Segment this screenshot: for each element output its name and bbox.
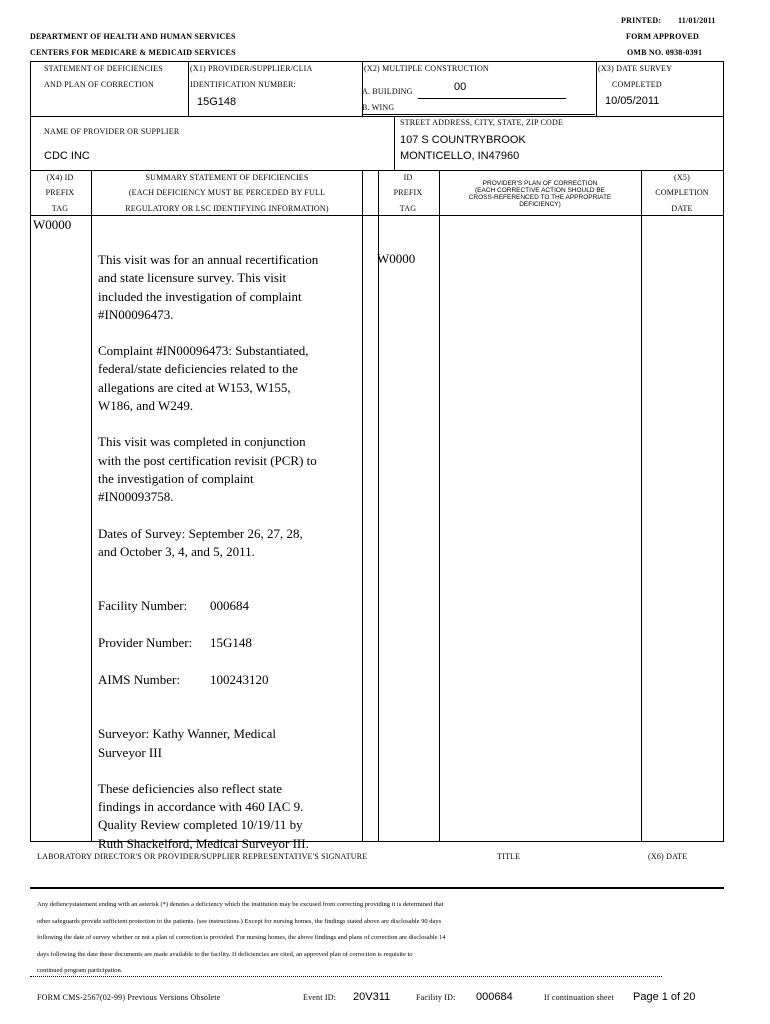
col-line-id — [439, 170, 440, 842]
divider-address — [394, 116, 395, 170]
x4-header-1: (X4) ID — [46, 173, 74, 182]
x3-label-2: COMPLETED — [612, 80, 662, 89]
paragraph-intro: This visit was for an annual recertification and state licensure survey. This visit included the investigation of complaint #IN00096473. — [98, 252, 319, 322]
page-number: Page 1 of 20 — [633, 991, 696, 1003]
footnote-line-2: other safeguards provide sufficient protection to the patients. (see instructions.) Except for nursing homes, the findings stated above are disclosable 90 days — [37, 917, 442, 925]
rule-columns-bottom — [30, 215, 724, 216]
facility-row-label: Provider Number: — [98, 635, 193, 651]
paragraph-conjunction: This visit was completed in conjunction with the post certification revisit (PCR) to the investigation of complaint #IN00093758. — [98, 434, 317, 505]
rule-columns-top — [30, 170, 724, 171]
rule-footnote-bottom — [30, 976, 662, 977]
prefix-tag: W0000 — [33, 217, 72, 232]
x2-label: (X2) MULTIPLE CONSTRUCTION — [364, 64, 489, 73]
omb-number: OMB NO. 0938-0391 — [627, 48, 703, 57]
x4-header-3: TAG — [51, 204, 69, 213]
rule-wing — [362, 114, 595, 115]
id-header-1: ID — [403, 173, 413, 182]
summary-header-3: REGULATORY OR LSC IDENTIFYING INFORMATION) — [125, 204, 329, 213]
wing-label: B. WING — [362, 103, 395, 112]
col-line-plan — [641, 170, 642, 842]
provider-name-label: NAME OF PROVIDER OR SUPPLIER — [44, 127, 180, 136]
printed-label: PRINTED: — [621, 16, 662, 25]
signature-label: LABORATORY DIRECTOR'S OR PROVIDER/SUPPLIER REPRESENTATIVE'S SIGNATURE — [37, 852, 368, 861]
rule-signature-bottom — [30, 887, 724, 889]
address-line-2: MONTICELLO, IN47960 — [400, 150, 520, 162]
x1-label-1: (X1) PROVIDER/SUPPLIER/CLIA — [190, 64, 313, 73]
footnote-line-5: continued program participation. — [37, 967, 123, 974]
divider-x3 — [596, 61, 597, 116]
x1-label-2: IDENTIFICATION NUMBER: — [190, 80, 296, 89]
facility-row-label: Facility Number: — [98, 598, 188, 614]
building-value: 00 — [454, 81, 467, 93]
facility-row-label: AIMS Number: — [98, 671, 180, 687]
statement-label-1: STATEMENT OF DEFICIENCIES — [44, 64, 163, 73]
plan-header — [440, 180, 640, 208]
summary-text — [98, 251, 343, 871]
paragraph-state-findings: These deficiencies also reflect state findings in accordance with 460 IAC 9. Quality Review completed 10/19/11 by Ruth Shackelford, Medical Surveyor III. — [98, 780, 309, 851]
x6-date-label: (X6) DATE — [648, 852, 688, 861]
right-prefix-tag: W0000 — [377, 251, 416, 266]
facility-id-value: 000684 — [476, 991, 513, 1003]
footnote-line-1: Any defiencystatement ending with an asterisk (*) denotes a deficiency which the institution may be excused from correcting providing it is determined that — [37, 901, 444, 908]
provider-name-value: CDC INC — [44, 150, 90, 162]
title-label: TITLE — [497, 852, 521, 861]
rule-provider-top — [30, 116, 724, 117]
facility-row — [98, 634, 343, 652]
footnote-line-3: following the date of survey whether or not a plan of correction is provided. For nursing homes, the above findings and plans of correction are disclosable 14 — [37, 934, 446, 941]
x5-header-2: COMPLETION — [655, 188, 709, 197]
col-line-left — [30, 170, 31, 842]
address-line-1: 107 S COUNTRYBROOK — [400, 134, 526, 146]
paragraph-dates: Dates of Survey: September 26, 27, 28, and October 3, 4, and 5, 2011. — [98, 525, 303, 559]
id-header-3: TAG — [399, 204, 417, 213]
id-header-2: PREFIX — [393, 188, 423, 197]
x4-header-2: PREFIX — [45, 188, 75, 197]
col-line-right — [723, 170, 724, 842]
x5-header-1: (X5) — [674, 173, 690, 182]
footnote — [37, 897, 717, 980]
divider-x1 — [188, 61, 189, 116]
facility-block — [98, 579, 343, 707]
plan-header-3: CROSS-REFERENCED TO THE APPROPRIATE — [468, 194, 612, 201]
event-id-label: Event ID: — [303, 993, 337, 1002]
plan-header-4: DEFICIENCY) — [519, 201, 561, 208]
col-line-gap — [378, 170, 379, 842]
col-line-summary — [362, 170, 363, 842]
facility-row — [98, 597, 343, 615]
agency-line-2: CENTERS FOR MEDICARE & MEDICAID SERVICES — [30, 48, 236, 57]
rule-top — [30, 61, 724, 62]
facility-row-value: 000684 — [210, 598, 249, 614]
footnote-line-4: days following the date these documents are made available to the facility. If deficiencies are cited, an approved plan of correction is requisite to — [37, 950, 413, 958]
x5-header-3: DATE — [671, 204, 693, 213]
facility-row-value: 100243120 — [210, 671, 269, 687]
facility-row — [98, 671, 343, 689]
statement-label-2: AND PLAN OF CORRECTION — [44, 80, 154, 89]
agency-line-1: DEPARTMENT OF HEALTH AND HUMAN SERVICES — [30, 32, 236, 41]
summary-header-1: SUMMARY STATEMENT OF DEFICIENCIES — [145, 173, 309, 182]
event-id-value: 20V311 — [353, 991, 391, 1003]
form-approved: FORM APPROVED — [626, 32, 700, 41]
continuation-label: If continuation sheet — [544, 993, 614, 1002]
paragraph-surveyor: Surveyor: Kathy Wanner, Medical Surveyor III — [98, 726, 276, 760]
plan-header-1: PROVIDER'S PLAN OF CORRECTION — [482, 180, 598, 187]
plan-header-2: (EACH CORRECTIVE ACTION SHOULD BE — [474, 187, 606, 194]
building-underline — [418, 98, 566, 99]
paragraph-complaint: Complaint #IN00096473: Substantiated, federal/state deficiencies related to the allegations are cited at W153, W155, W186, and W249. — [98, 343, 309, 414]
printed-date: 11/01/2011 — [678, 16, 716, 25]
provider-id-value: 15G148 — [197, 96, 237, 108]
col-line-prefix — [91, 170, 92, 842]
survey-date-value: 10/05/2011 — [605, 95, 660, 107]
address-label: STREET ADDRESS, CITY, STATE, ZIP CODE — [400, 118, 564, 127]
facility-id-label: Facility ID: — [416, 993, 456, 1002]
building-label: A. BUILDING — [362, 87, 413, 96]
form-number: FORM CMS-2567(02-99) Previous Versions Obsolete — [37, 993, 221, 1002]
summary-header-2: (EACH DEFICIENCY MUST BE PERCEDED BY FULL — [128, 188, 326, 197]
facility-row-value: 15G148 — [210, 635, 252, 651]
x3-label-1: (X3) DATE SURVEY — [598, 64, 673, 73]
